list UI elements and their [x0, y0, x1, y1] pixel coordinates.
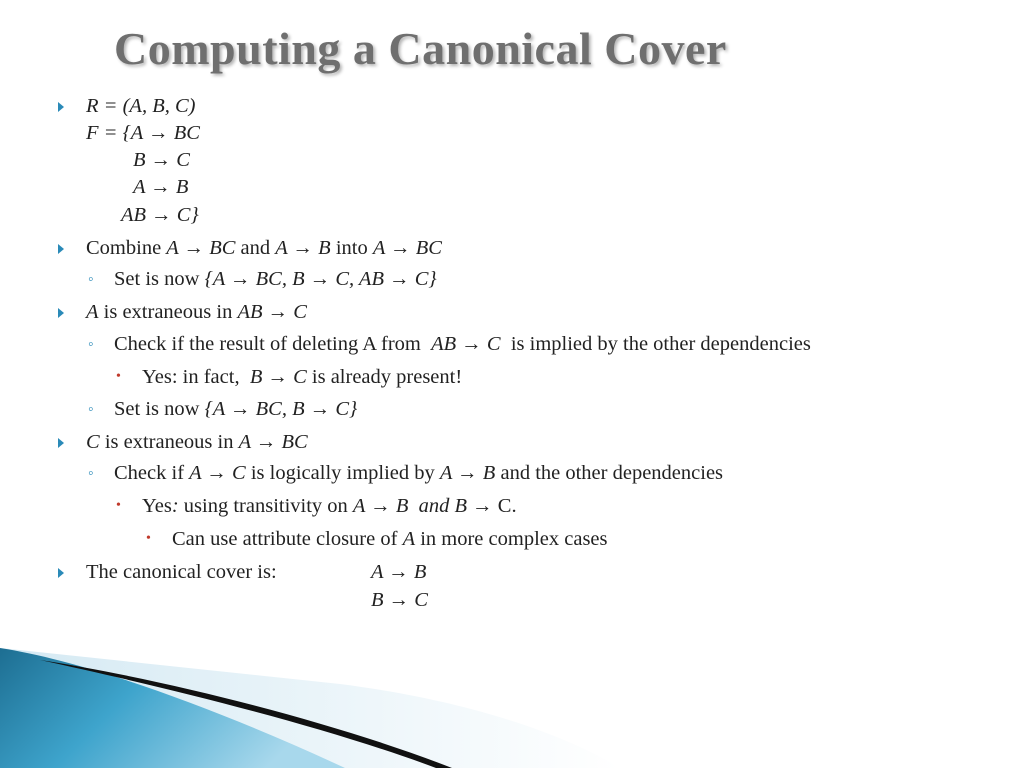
bullet-circle-icon: ◦	[88, 465, 94, 482]
extraneous-text: is extraneous in	[103, 301, 233, 323]
fd-a-b: A → B	[275, 237, 331, 259]
canonical-fd1: A → B	[371, 561, 427, 583]
check-a-line	[114, 332, 811, 356]
check-prefix: Check if the result of deleting A from	[114, 333, 421, 355]
yes-a-line	[142, 365, 462, 389]
extraneous-text: is extraneous in	[104, 431, 234, 453]
and-word: and	[240, 237, 271, 259]
extraneous-a-line	[86, 300, 307, 324]
combine-line	[86, 236, 442, 260]
canonical-label: The canonical cover is:	[86, 561, 277, 583]
attr-a: A	[86, 301, 99, 323]
fd-a-bc: A → BC	[166, 237, 236, 259]
closure-suffix: in more complex cases	[420, 528, 608, 550]
closure-prefix: Can use attribute closure of	[172, 528, 398, 550]
relation-schema: R = (A, B, C)	[86, 95, 196, 117]
bullet-circle-icon: ◦	[88, 271, 94, 288]
closure-attr: A	[402, 528, 416, 550]
yes-fd: A → B	[352, 495, 409, 517]
yes-fd: B → C	[249, 366, 307, 388]
fd-ab-c: AB → C	[237, 301, 307, 323]
yes-end: → C.	[472, 495, 517, 517]
set-value: {A → BC, B → C}	[204, 398, 358, 420]
into-word: into	[335, 237, 368, 259]
check-fd: AB → C	[431, 333, 501, 355]
yes-c-line	[142, 494, 517, 518]
set-label: Set is now	[114, 268, 200, 290]
bullet-arrow-icon	[58, 244, 64, 254]
check-fd1: A → C	[189, 462, 246, 484]
attr-c: C	[86, 431, 100, 453]
check-fd2: A → B	[439, 462, 496, 484]
yes-prefix: Yes: in fact,	[142, 366, 240, 388]
set-value: {A → BC, B → C, AB → C}	[204, 268, 437, 290]
fd-a-bc: A → BC	[238, 431, 308, 453]
bullet-dot-icon: •	[116, 369, 121, 384]
bullet-arrow-icon	[58, 102, 64, 112]
yes-b: B	[454, 495, 468, 517]
fd-set-open: F = {A → BC	[86, 122, 200, 144]
check-suffix: is implied by the other dependencies	[510, 333, 811, 355]
canonical-fd2: B → C	[371, 589, 428, 611]
bullet-dot-icon: •	[146, 531, 151, 546]
yes-suffix: is already present!	[311, 366, 463, 388]
fd-b-c: B → C	[133, 149, 190, 171]
check-c-line	[114, 461, 723, 485]
yes-text: using transitivity on	[183, 495, 348, 517]
fd-a-b: A → B	[133, 176, 189, 198]
bullet-circle-icon: ◦	[88, 336, 94, 353]
set-label: Set is now	[114, 398, 200, 420]
bullet-dot-icon: •	[116, 498, 121, 513]
bullet-circle-icon: ◦	[88, 401, 94, 418]
check-mid: is logically implied by	[250, 462, 435, 484]
yes-colon: :	[171, 495, 179, 517]
fd-set-close: AB → C}	[121, 204, 199, 226]
bullet-arrow-icon	[58, 308, 64, 318]
check-prefix: Check if	[114, 462, 185, 484]
yes-and: and	[418, 495, 450, 517]
decorative-swoosh	[0, 600, 1024, 768]
yes-word: Yes	[142, 495, 172, 517]
check-suffix: and the other dependencies	[500, 462, 724, 484]
bullet-arrow-icon	[58, 438, 64, 448]
fd-result: A → BC	[372, 237, 442, 259]
combine-word: Combine	[86, 237, 162, 259]
set-now-line-2	[114, 397, 357, 421]
slide-title: Computing a Canonical Cover	[114, 23, 727, 74]
closure-line	[172, 527, 608, 551]
extraneous-c-line	[86, 430, 308, 454]
bullet-arrow-icon	[58, 568, 64, 578]
set-now-line	[114, 267, 437, 291]
